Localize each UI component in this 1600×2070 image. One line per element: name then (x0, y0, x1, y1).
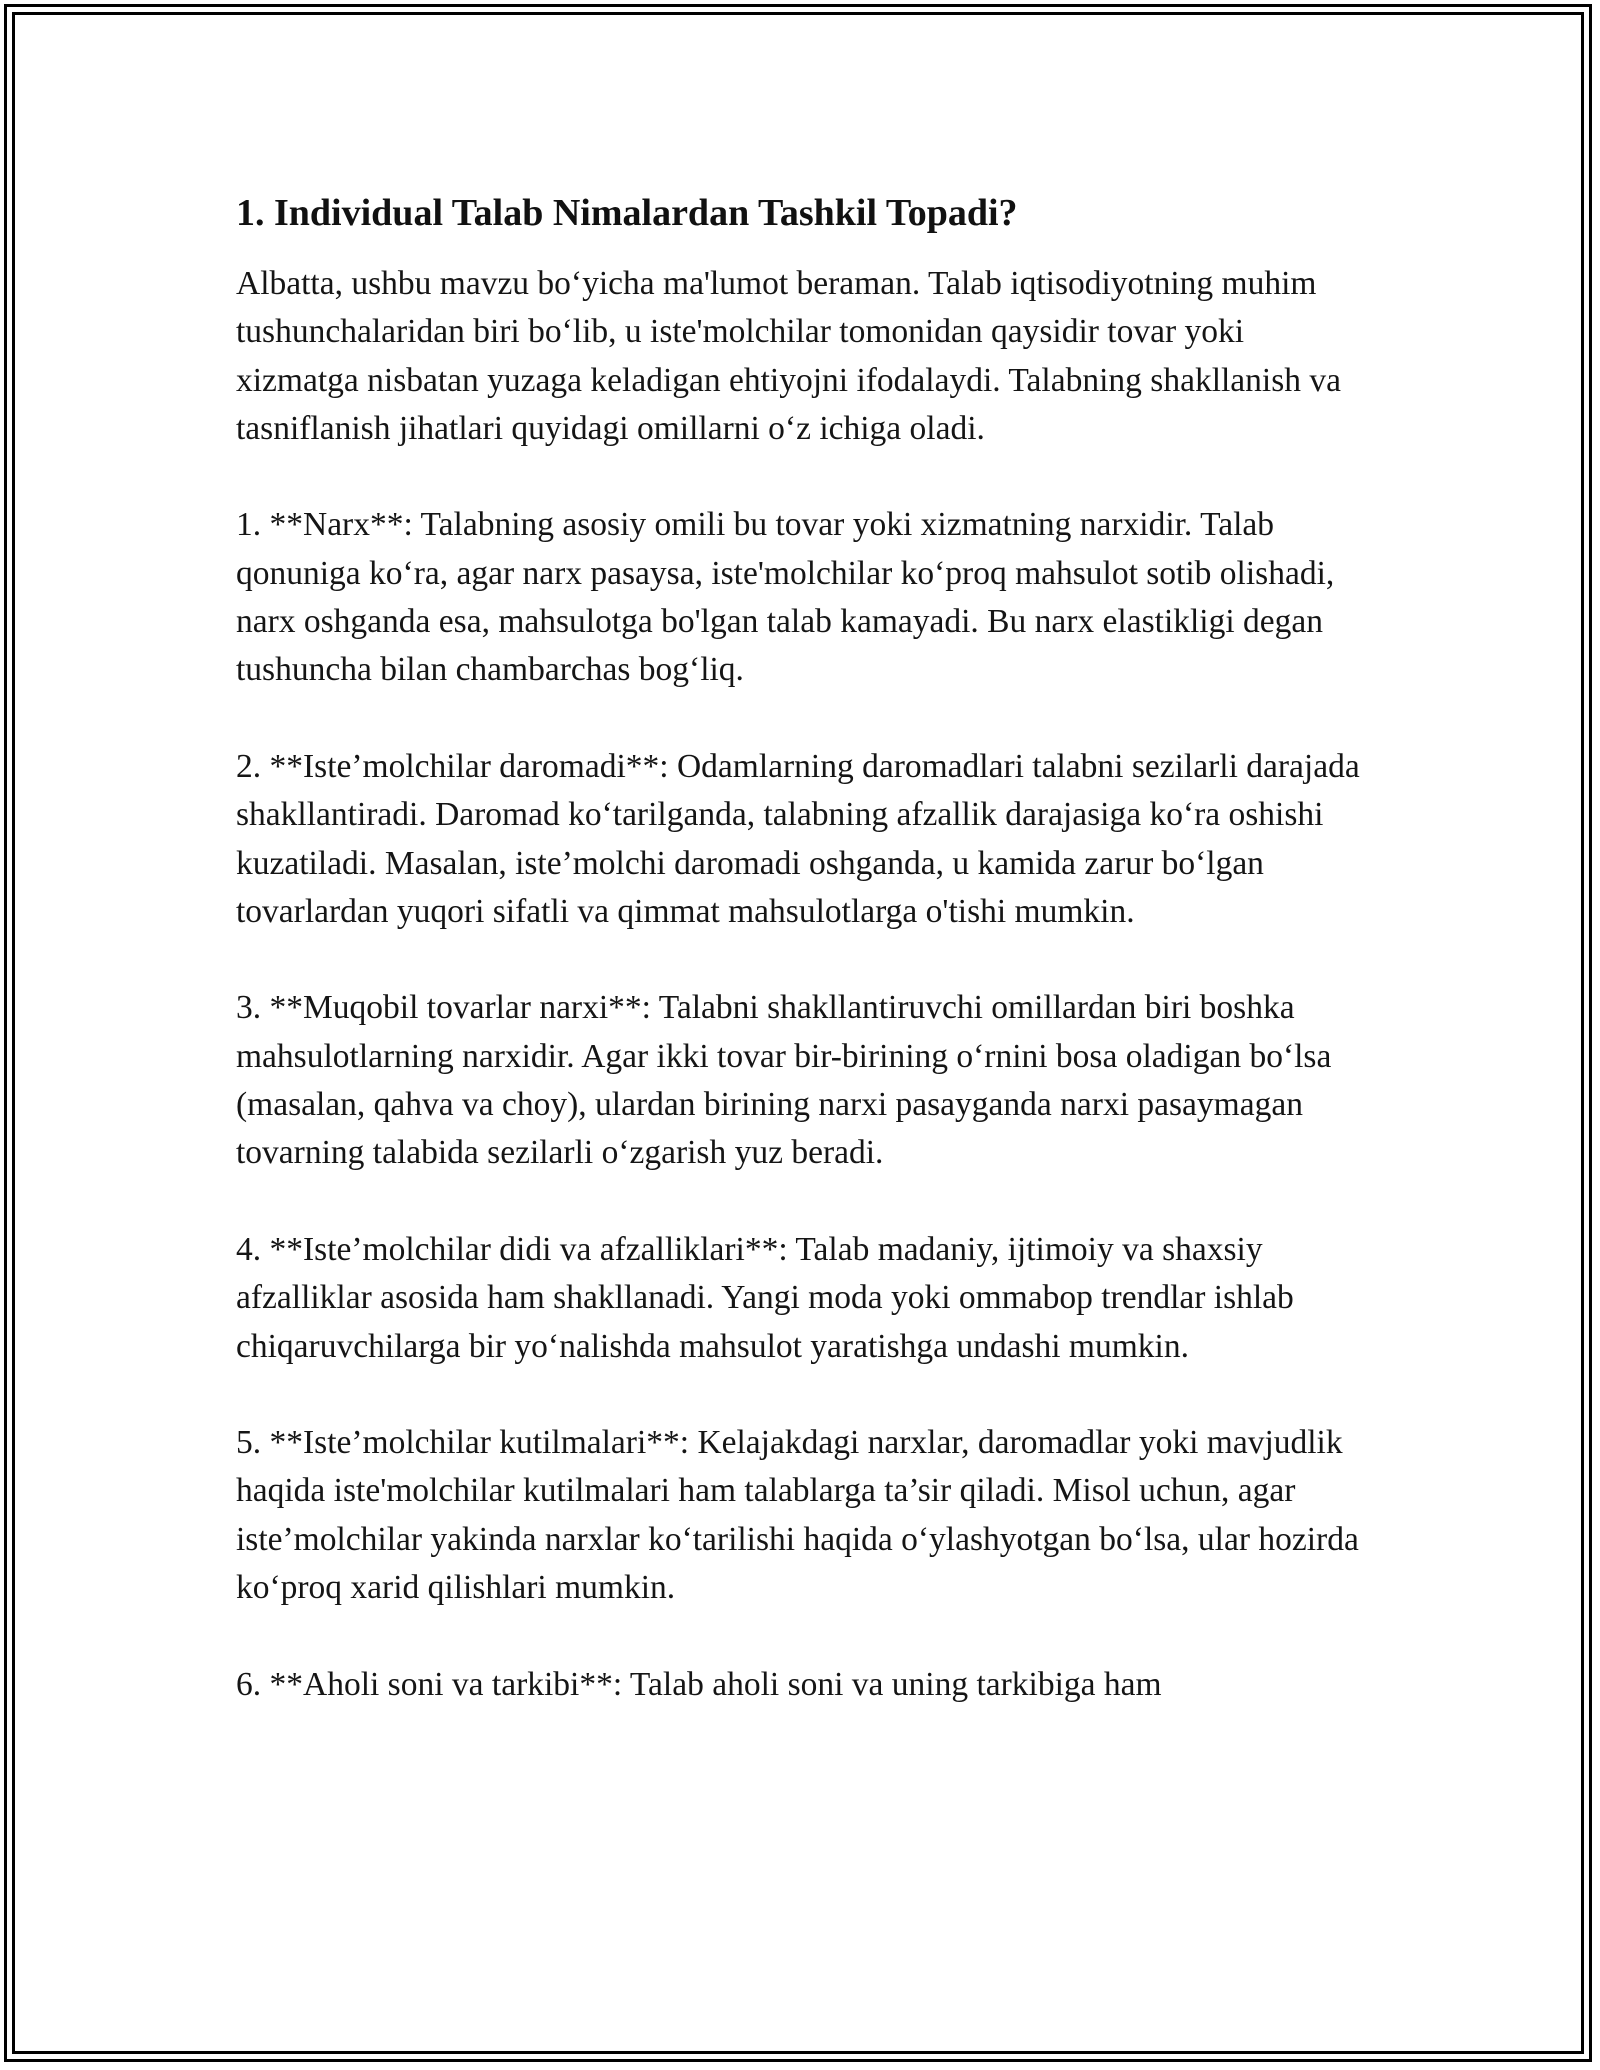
paragraph-income: 2. **Iste’molchilar daromadi**: Odamlarning daromadlari talabni sezilarli darajada shakllantiradi. Daromad ko‘tarilganda, talabning afzallik darajasiga ko‘ra oshishi kuzatiladi. Masalan, iste’molchi daromadi oshganda, u kamida zarur bo‘lgan tovarlardan yuqori sifatli va qimmat mahsulotlarga o'tishi mumkin. (236, 747, 1360, 930)
document-body (236, 188, 1366, 1757)
paragraph-tastes: 4. **Iste’molchilar didi va afzalliklari**: Talab madaniy, ijtimoiy va shaxsiy afzalliklar asosida ham shakllanadi. Yangi moda yoki ommabop trendlar ishlab chiqaruvchilarga bir yo‘nalishda mahsulot yaratishga undashi mumkin. (236, 1230, 1294, 1365)
paragraph-substitutes: 3. **Muqobil tovarlar narxi**: Talabni shakllantiruvchi omillardan biri boshka mahsulotlarning narxidir. Agar ikki tovar bir-birining o‘rnini bosa oladigan bo‘lsa (masalan, qahva va choy), ulardan birining narxi pasayganda narxi pasaymagan tovarning talabida sezilarli o‘zgarish yuz beradi. (236, 989, 1332, 1172)
paragraph-population: 6. **Aholi soni va tarkibi**: Talab aholi soni va uning tarkibiga ham (236, 1665, 1162, 1703)
paragraph-expectations: 5. **Iste’molchilar kutilmalari**: Kelajakdagi narxlar, daromadlar yoki mavjudlik haqida iste'molchilar kutilmalari ham talablarga ta’sir qiladi. Misol uchun, agar iste’molchilar yakinda narxlar ko‘tarilishi haqida o‘ylashyotgan bo‘lsa, ular hozirda ko‘proq xarid qilishlari mumkin. (236, 1424, 1359, 1607)
document-title: 1. Individual Talab Nimalardan Tashkil Topadi? (236, 192, 1018, 234)
paragraph-intro: Albatta, ushbu mavzu bo‘yicha ma'lumot beraman. Talab iqtisodiyotning muhim tushunchalaridan biri bo‘lib, u iste'molchilar tomonidan qaysidir tovar yoki xizmatga nisbatan yuzaga keladigan ehtiyojni ifodalaydi. Talabning shakllanish va tasniflanish jihatlari quyidagi omillarni o‘z ichiga oladi. (236, 265, 1342, 447)
paragraph-price: 1. **Narx**: Talabning asosiy omili bu tovar yoki xizmatning narxidir. Talab qonuniga ko‘ra, agar narx pasaysa, iste'molchilar ko‘proq mahsulot sotib olishadi, narx oshganda esa, mahsulotga bo'lgan talab kamayadi. Bu narx elastikligi degan tushuncha bilan chambarchas bog‘liq. (236, 506, 1335, 689)
